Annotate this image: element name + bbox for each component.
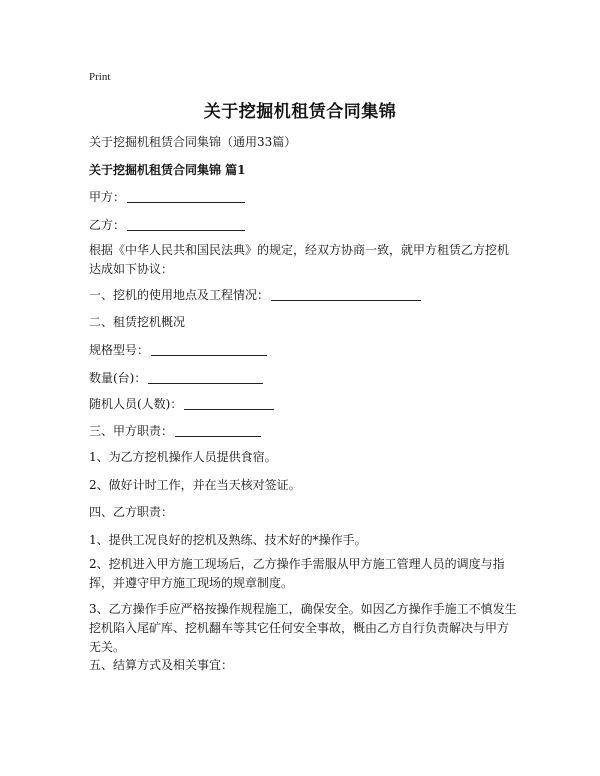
clause-1-line — [89, 286, 421, 303]
document-subtitle: 关于挖掘机租赁合同集锦（通用33篇） — [89, 135, 297, 149]
document-title: 关于挖掘机租赁合同集锦 — [203, 102, 397, 122]
clause-3-line — [89, 422, 261, 439]
staff-blank — [184, 397, 274, 410]
a-duty-1: 1、为乙方挖机操作人员提供食宿。 — [89, 450, 277, 464]
b-duty-2: 2、挖机进入甲方施工现场后，乙方操作手需服从甲方施工管理人员的调度与指挥，并遵守甲方施工现场的规章制度。 — [89, 557, 505, 590]
party-b-line — [89, 216, 245, 233]
intro-paragraph: 根据《中华人民共和国民法典》的规定，经双方协商一致，就甲方租赁乙方挖机达成如下协议： — [89, 243, 510, 276]
staff-line — [89, 395, 274, 412]
clause-3: 三、甲方职责： — [89, 424, 174, 438]
clause-1-blank — [271, 288, 421, 301]
clause-4: 四、乙方职责： — [89, 505, 174, 519]
quantity-blank — [148, 371, 263, 384]
b-duty-1: 1、提供工况良好的挖机及熟练、技术好的*操作手。 — [89, 533, 367, 547]
party-b-blank — [127, 218, 245, 231]
a-duty-2: 2、做好计时工作，并在当天核对签证。 — [89, 478, 301, 492]
quantity-line — [89, 369, 263, 386]
b-duty-3: 3、乙方操作手应严格按操作规程施工，确保安全。如因乙方操作手施工不慎发生挖机陷入尾矿库、挖机翻车等其它任何安全事故，概由乙方自行负责解决与甲方无关。 — [89, 602, 517, 654]
party-b-label: 乙方： — [89, 218, 126, 232]
clause-5: 五、结算方式及相关事宜： — [89, 658, 234, 672]
model-blank — [151, 343, 267, 356]
clause-1: 一、挖机的使用地点及工程情况： — [89, 288, 270, 302]
clause-3-blank — [175, 424, 261, 437]
quantity-label: 数量(台)： — [89, 371, 147, 385]
print-link[interactable]: Print — [89, 71, 111, 83]
party-a-blank — [127, 190, 245, 203]
model-label: 规格型号： — [89, 343, 150, 357]
party-a-line — [89, 188, 245, 205]
staff-label: 随机人员(人数)： — [89, 397, 183, 411]
section-heading: 关于挖掘机租赁合同集锦 篇1 — [89, 163, 246, 177]
model-line — [89, 341, 267, 358]
party-a-label: 甲方： — [89, 190, 126, 204]
clause-2: 二、租赁挖机概况 — [89, 315, 186, 329]
